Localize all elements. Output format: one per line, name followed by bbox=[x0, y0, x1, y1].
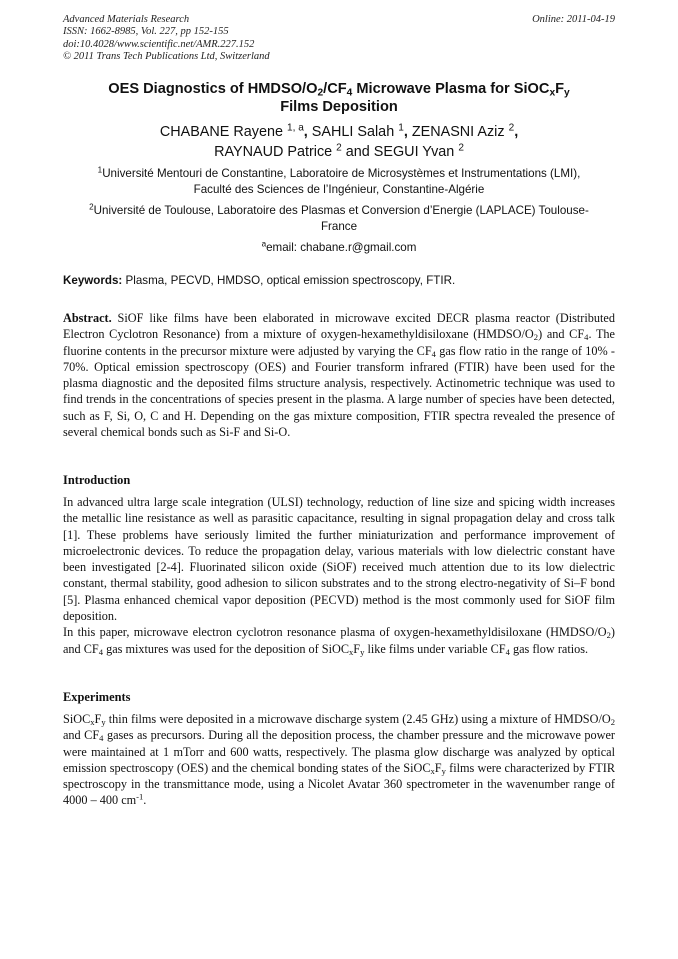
intro-paragraph-2: In this paper, microwave electron cyclotron resonance plasma of oxygen-hexamethyldisiloxane $(HMDSO/O_2)$ and $CF_4$ gas mixtures was used for the deposition of $SiOC_xF_y$ like films under variable $CF_4$ gas flow ratios. bbox=[63, 625, 615, 657]
author-name: SAHLI Salah bbox=[311, 124, 395, 140]
issn-line: ISSN: 1662-8985, Vol. 227, pp 152-155 bbox=[63, 26, 229, 38]
author-name: RAYNAUD Patrice bbox=[214, 143, 333, 160]
keywords bbox=[63, 274, 615, 288]
running-header bbox=[63, 14, 615, 63]
author-name: SEGUI Yvan bbox=[373, 143, 455, 160]
keywords-label: Keywords: bbox=[63, 274, 123, 287]
online-date: Online: 2011-04-19 bbox=[532, 14, 615, 25]
abstract: Abstract. SiOF like films have been elaborated in microwave excited DECR plasma reactor (Distributed Electron Cyclotron Resonance) from a mixture of oxygen-hexamethyldisiloxane $(HMDSO/O_2)$ and $CF_4$. The fluorine contents in the precursor mixture were adjusted by varying the $CF_4$ gas flow ratio in the range of 10% - 70%. Optical emission spectroscopy (OES) and Fourier transform infrared (FTIR) have been used for the plasma diagnostic and the deposited films structure analysis, respectively. Actinometric technique was used to find trends in the concentrations of species present in the plasma. A large number of species have been detected, such as F, Si, O, C and H. Depending on the gas mixture composition, FTIR spectra revealed the presence of several chemical bonds such as Si-F and Si-O. bbox=[63, 311, 615, 440]
intro-paragraph-1: In advanced ultra large scale integration (ULSI) technology, reduction of line size and spicing width increases the metallic line resistance as well as parasitic capacitance, resulting in signal propagation delay and cross talk [1]. These problems have seriously limited the further miniaturization and performance improvement of microelectronic devices. To reduce the propagation delay, various materials with low dielectric constant have been investigated [2-4]. Fluorinated silicon oxide (SiOF) received much attention due to its low dielectric constant, thermal stability, good adhesion to silicon substrates and to the strong electro-negativity of Si–F bond [5]. Plasma enhanced chemical vapor deposition (PECVD) method is the most commonly used for SiOF film deposition. bbox=[63, 495, 615, 624]
doi-line: doi:10.4028/www.scientific.net/AMR.227.152 bbox=[63, 38, 255, 50]
journal-name: Advanced Materials Research bbox=[63, 14, 190, 25]
abstract-label: Abstract. bbox=[63, 311, 112, 325]
keywords-text: Plasma, PECVD, HMDSO, optical emission spectroscopy, FTIR. bbox=[125, 274, 456, 287]
section-heading-experiments: Experiments bbox=[63, 690, 131, 704]
section-heading-introduction: Introduction bbox=[63, 473, 131, 487]
affiliation-2: $^2$Université de Toulouse, Laboratoire des Plasmas et Conversion d’Energie (LAPLACE) Toulouse- France bbox=[89, 202, 589, 233]
author-email: $^a$email: chabane.r@gmail.com bbox=[261, 239, 417, 254]
author-name: CHABANE Rayene bbox=[159, 124, 283, 140]
paper-title: OES Diagnostics of HMDSO/$O_2/CF_4$ Microwave Plasma for $SiOC_xF_y$ Films Deposition bbox=[108, 81, 570, 115]
experiments-text: $SiOC_xF_y$ thin films were deposited in a microwave discharge system (2.45 GHz) using a mixture of HMDSO/$O_2$ and $CF_4$ gases as precursors. During all the deposition process, the chamber pressure and the microwave power were maintained at 1 mTorr and 600 watts, respectively. The plasma glow discharge was analyzed by optical emission spectroscopy (OES) and the chemical bonding states of the $SiOC_xF_y$ films were characterized by FTIR spectroscopy in the transmittance mode, using a Nicolet Avatar 360 spectrometer in the wavenumber range of 4000 – 400 $cm^{-1}$. bbox=[63, 712, 616, 808]
copyright-line: © 2011 Trans Tech Publications Ltd, Switzerland bbox=[63, 50, 270, 62]
affiliation-1: $^1$Université Mentouri de Constantine, Laboratoire de Microsystèmes et Instrumentations (LMI), Faculté des Sciences de l’Ingénieur, Constantine-Algérie bbox=[97, 165, 581, 196]
author-name: ZENASNI Aziz bbox=[411, 124, 505, 140]
author-list: CHABANE Rayene $^{1, a}$, SAHLI Salah $^1$, ZENASNI Aziz $^2$, RAYNAUD Patrice $^2$ and SEGUI Yvan $^2$ bbox=[159, 122, 519, 160]
introduction-text bbox=[63, 494, 615, 657]
